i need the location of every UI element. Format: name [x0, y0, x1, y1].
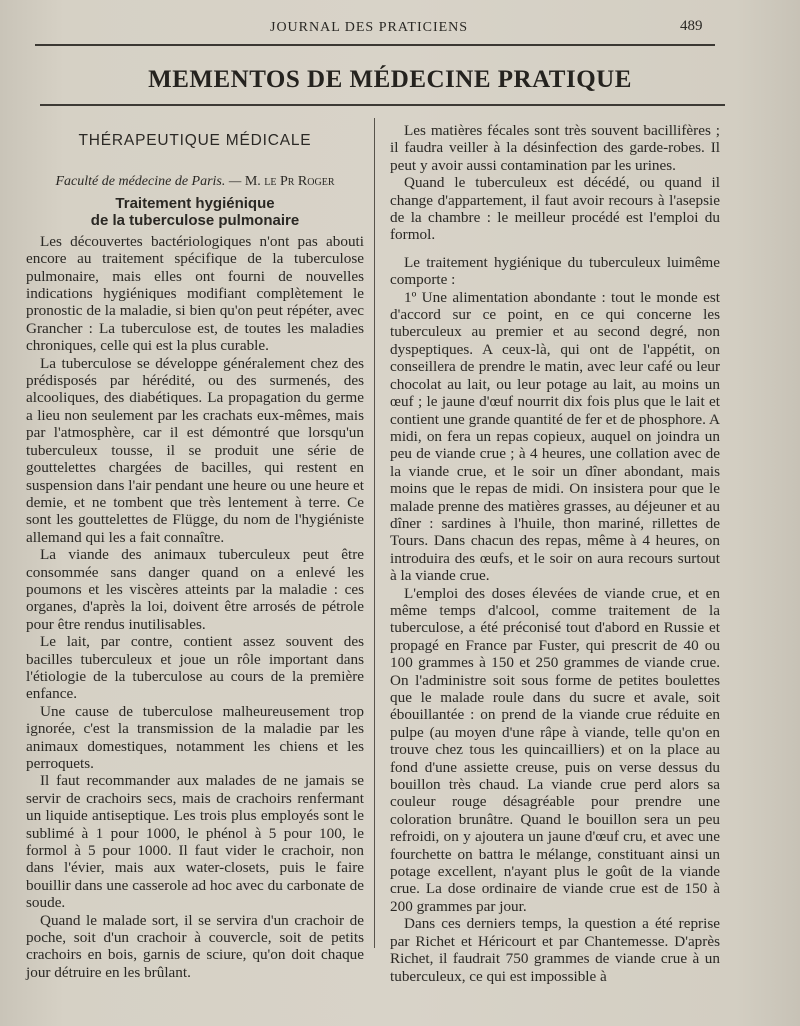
right-column: [390, 122, 720, 985]
subject-heading: THÉRAPEUTIQUE MÉDICALE: [78, 132, 312, 149]
page-number: 489: [680, 18, 703, 34]
paragraph: Les découvertes bactériologiques n'ont pas abouti encore au traitement spécifique de la tuberculose pulmonaire, mais elles ont fourni de nouvelles indications hygiéniques modifiant complètement le pronostic de la maladie, si bien qu'on peut répéter, avec Grancher : La tuberculose est, de toutes les maladies chroniques, celle qui est la plus curable.: [26, 232, 364, 355]
paragraph: Quand le tuberculeux est décédé, ou quand il change d'appartement, il faut avoir recours à l'asepsie de la chambre : le meilleur procédé est l'emploi du formol.: [390, 174, 720, 244]
column-divider: [374, 118, 375, 948]
faculty-text: Faculté de médecine de Paris. —: [55, 174, 242, 190]
author-name: M. le Pr Roger: [244, 174, 335, 190]
section-title: MEMENTOS DE MÉDECINE PRATIQUE: [148, 66, 632, 93]
paragraph: 1º Une alimentation abondante : tout le monde est d'accord sur ce point, en ce qui concerne les tuberculeux au premier et au second degré, non dyspeptiques. A ceux-là, qui ont de l'appétit, on conseillera de prendre le matin, avec leur café ou leur chocolat au lait, ou leur potage au lait, au moins un œuf ; le jaune d'œuf nourrit dix fois plus que le lait et contient une grande quantité de fer et de phosphore. A midi, on fera un repas copieux, auquel on joindra un peu de viande crue ; à 4 heures, une collation avec de la viande crue, et le soir un dîner abondant, mais moins que le repas de midi. On insistera pour que le malade prenne des matières grasses, au déjeuner et au dîner : sardines à l'huile, thon mariné, rillettes de Tours. Dans chacun des repas, même à 4 heures, on introduira des œufs, et le soir on aura recours surtout à la viande crue.: [390, 288, 720, 585]
title-rule: [40, 104, 725, 106]
journal-title: JOURNAL DES PRATICIENS: [270, 20, 469, 35]
paragraph: L'emploi des doses élevées de viande crue, et en même temps d'alcool, comme traitement de la tuberculose, a été préconisé tout d'abord en Russie et propagé en France par Fuster, qui prescrit de 40 ou 100 grammes à 150 et 250 grammes de viande crue. On l'administre soit sous forme de petites boulettes que le malade roule dans du sucre et avale, soit ébouillantée : on prend de la viande crue réduite en pulpe (au moyen d'une râpe à viande, telle qu'on en trouve chez tous les quincailliers) et on la place au fond d'une assiette creuse, puis on verse dessus du bouillon très chaud. La viande crue perd alors sa couleur rouge désagréable pour prendre une coloration brunâtre. Quand le bouillon sera un peu refroidi, on y ajoutera un jaune d'œuf cru, et avec une fourchette on battra le mélange, constituant ainsi un potage excellent, n'ayant plus le goût de la viande crue. La dose ordinaire de viande crue est de 150 à 200 grammes par jour.: [390, 584, 720, 915]
article-title-line-1: Traitement hygiénique: [115, 194, 275, 212]
paragraph: Il faut recommander aux malades de ne jamais se servir de crachoirs secs, mais de crachoirs renfermant un liquide antiseptique. Les trois plus employés sont le sublimé à 1 pour 1000, le phénol à 5 pour 100, le formol à 5 pour 1000. Il faut vider le crachoir, non dans l'évier, mais aux water-closets, puis le faire bouillir dans une casserole ad hoc avec du carbonate de soude.: [26, 772, 364, 912]
header-rule: [35, 44, 715, 46]
paragraph: La viande des animaux tuberculeux peut être consommée sans danger quand on a enlevé les poumons et les viscères atteints par la maladie : ces organes, d'après la loi, doivent être arrosés de pétrole pour être rendus inutilisables.: [26, 546, 364, 633]
running-head: [0, 18, 800, 40]
paragraph: Le lait, par contre, contient assez souvent des bacilles tuberculeux et joue un rôle important dans l'étiologie de la tuberculose au cours de la première enfance.: [26, 633, 364, 703]
paragraph: La tuberculose se développe généralement chez des prédisposés par hérédité, ou des surmenés, des alcooliques, des diabétiques. La propagation du germe a lieu non seulement par les crachats eux-mêmes, mais par l'atmosphère, car il est démontré que lorsqu'un tuberculeux tousse, il se produit une série de gouttelettes chargées de bacilles, qui restent en suspension dans l'air pendant une heure ou une heure et demie, et ne tombent que très lentement à terre. Ce sont les gouttelettes de Flügge, du nom de l'hygiéniste allemand qui les a fait connaître.: [26, 354, 364, 546]
article-title-line-2: de la tuberculose pulmonaire: [90, 211, 300, 229]
paragraph: Le traitement hygiénique du tuberculeux luimême comporte :: [390, 253, 720, 289]
left-column: [26, 122, 364, 981]
paragraph: Dans ces derniers temps, la question a été reprise par Richet et Héricourt et par Chantemesse. D'après Richet, il faudrait 750 grammes de viande crue à un tuberculeux, ce qui est impossible à: [390, 915, 720, 985]
paragraph-gap: [390, 244, 720, 254]
paragraph: Quand le malade sort, il se servira d'un crachoir de poche, soit d'un crachoir à couvercle, soit de petits crachoirs en bois, garnis de sciure, qu'on doit chaque jour détruire en les brûlant.: [26, 911, 364, 981]
paragraph: Les matières fécales sont très souvent bacillifères ; il faudra veiller à la désinfection des garde-robes. Il peut y avoir aussi contamination par les urines.: [390, 122, 720, 174]
article-title: [26, 195, 364, 229]
paragraph: Une cause de tuberculose malheureusement trop ignorée, c'est la transmission de la maladie par les animaux domestiques, notamment les chiens et les perroquets.: [26, 702, 364, 772]
author-line: [26, 173, 364, 190]
